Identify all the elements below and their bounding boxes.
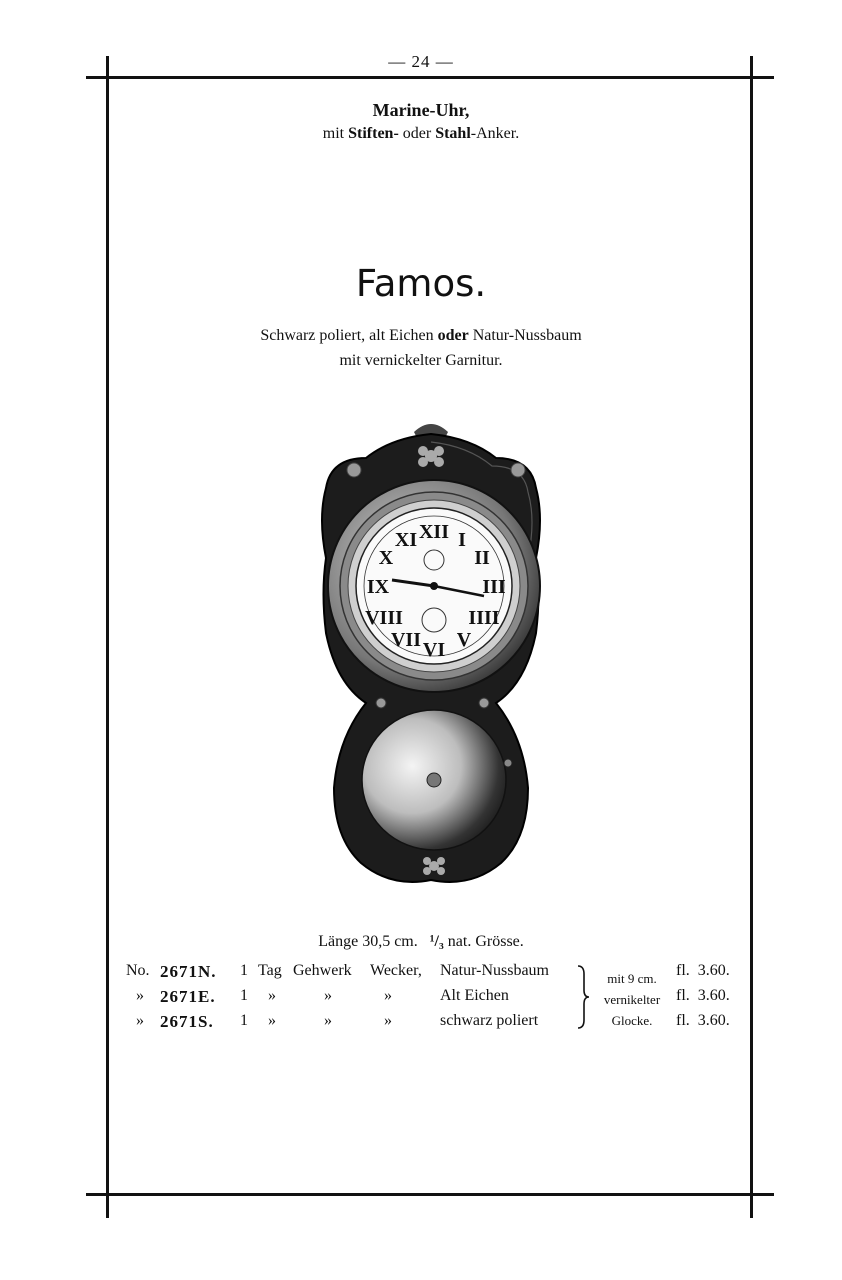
frame-left-rule [106,56,109,1218]
price-row-1: fl. 3.60. [676,962,730,979]
catalog-header [0,98,842,146]
description-line1: Schwarz poliert, alt Eichen oder Natur-Nussbaum [260,327,582,344]
header-line2: mit Stiften- oder Stahl-Anker. [322,125,520,142]
product-title: Famos. [355,262,487,305]
frame-bottom-rule [86,1193,774,1196]
frame-top-rule [86,76,774,79]
svg-text:IIII: IIII [468,607,500,629]
svg-text:XI: XI [394,529,418,551]
price-row-2: fl. 3.60. [676,987,730,1004]
price-row-3: fl. 3.60. [676,1012,730,1029]
header-line1: Marine-Uhr, [372,100,470,120]
svg-text:I: I [458,529,466,551]
marine-clock-illustration [296,418,546,888]
description-line2: mit vernickelter Garnitur. [339,352,503,369]
svg-text:VI: VI [422,639,446,661]
frame-right-rule [750,56,753,1218]
svg-text:III: III [482,576,506,598]
page-number: — 24 — [388,52,454,71]
svg-text:V: V [456,629,472,651]
svg-text:X: X [378,547,394,569]
svg-text:IX: IX [366,576,390,598]
bell-note: mit 9 cm. vernikelter Glocke. [603,971,661,1028]
svg-text:XII: XII [418,521,450,543]
size-note: Länge 30,5 cm. ¹/₃ nat. Grösse. [318,933,524,950]
product-description [0,323,842,373]
brace-symbol [574,964,590,1030]
svg-text:VII: VII [390,629,422,651]
svg-text:VIII: VIII [365,607,403,629]
svg-text:II: II [474,547,490,569]
